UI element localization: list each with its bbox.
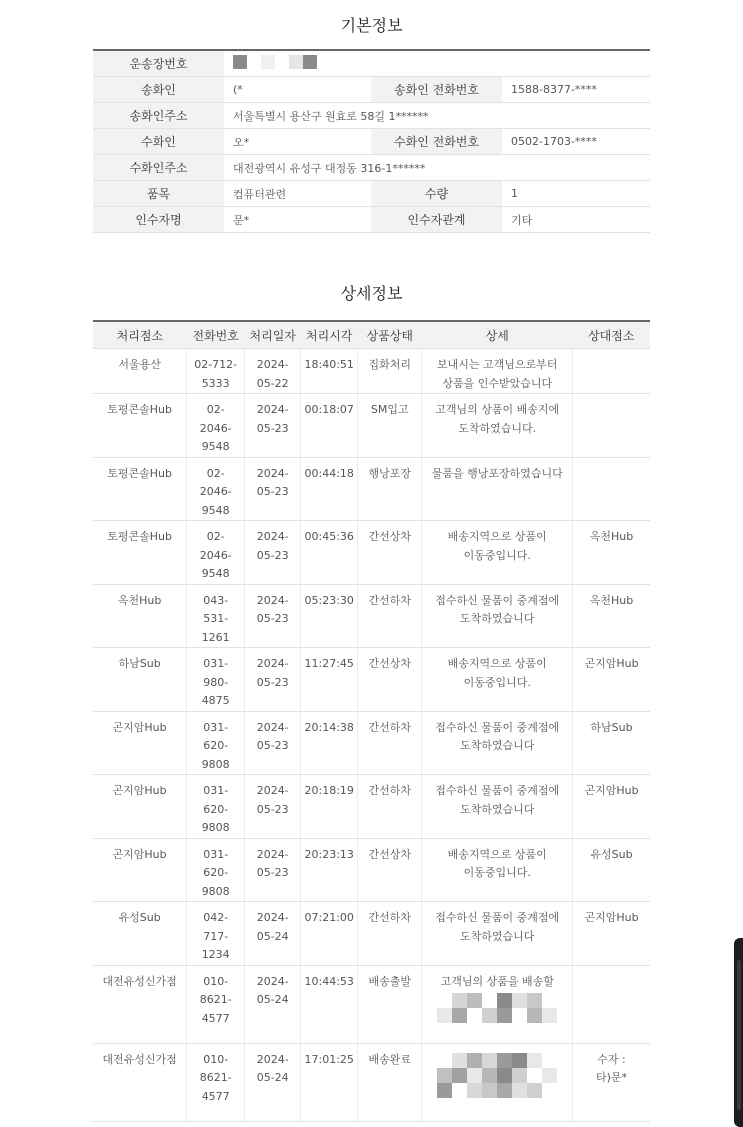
tracking-number-redacted bbox=[224, 50, 650, 77]
tracking-detail-table bbox=[93, 320, 650, 1122]
phone-cell: 031- 620- 9808 bbox=[187, 711, 245, 775]
phone-cell: 031- 980- 4875 bbox=[187, 648, 245, 712]
counter-branch-cell: 옥천Hub bbox=[573, 584, 650, 648]
status-cell: SM입고 bbox=[358, 394, 422, 458]
basic-info-row bbox=[93, 50, 650, 77]
phone-cell: 031- 620- 9808 bbox=[187, 775, 245, 839]
basic-info-table bbox=[93, 49, 650, 233]
basic-info-title: 기본정보 bbox=[340, 16, 403, 35]
time-cell: 18:40:51 bbox=[301, 349, 358, 394]
redacted-block bbox=[437, 993, 557, 1023]
field-label: 수량 bbox=[371, 181, 502, 207]
redacted-block bbox=[437, 1053, 557, 1098]
field-label: 송화인 전화번호 bbox=[371, 77, 502, 103]
status-cell: 행낭포장 bbox=[358, 457, 422, 521]
field-label: 인수자관계 bbox=[371, 207, 502, 233]
column-header: 처리시각 bbox=[301, 321, 358, 349]
counter-branch-cell: 곤지암Hub bbox=[573, 775, 650, 839]
column-header: 전화번호 bbox=[187, 321, 245, 349]
detail-cell: 물품을 행낭포장하였습니다 bbox=[422, 457, 573, 521]
branch-cell: 곤지암Hub bbox=[93, 838, 187, 902]
field-value: 1 bbox=[502, 181, 650, 207]
counter-branch-cell: 수자 : 타)문* bbox=[573, 1043, 650, 1121]
date-cell: 2024- 05-24 bbox=[245, 902, 301, 966]
detail-cell: 접수하신 물품이 중계점에 도착하였습니다 bbox=[422, 711, 573, 775]
field-value: 대전광역시 유성구 대정동 316-1****** bbox=[224, 155, 650, 181]
field-value: 기타 bbox=[502, 207, 650, 233]
field-value: 컴퓨터관련 bbox=[224, 181, 371, 207]
phone-cell: 043- 531- 1261 bbox=[187, 584, 245, 648]
status-cell: 간선하차 bbox=[358, 711, 422, 775]
field-value: 오* bbox=[224, 129, 371, 155]
phone-cell: 042- 717- 1234 bbox=[187, 902, 245, 966]
field-value: (* bbox=[224, 77, 371, 103]
detail-text: 고객님의 상품을 배송할 bbox=[440, 974, 554, 988]
field-label: 수화인주소 bbox=[93, 155, 224, 181]
branch-cell: 서울용산 bbox=[93, 349, 187, 394]
field-label: 품목 bbox=[93, 181, 224, 207]
counter-branch-cell: 유성Sub bbox=[573, 838, 650, 902]
branch-cell: 토평콘솔Hub bbox=[93, 521, 187, 585]
status-cell: 배송출발 bbox=[358, 965, 422, 1043]
status-cell: 간선하차 bbox=[358, 584, 422, 648]
table-row bbox=[93, 711, 650, 775]
table-header-row bbox=[93, 321, 650, 349]
table-row bbox=[93, 838, 650, 902]
branch-cell: 곤지암Hub bbox=[93, 711, 187, 775]
date-cell: 2024- 05-23 bbox=[245, 648, 301, 712]
detail-cell: 접수하신 물품이 중계점에 도착하였습니다 bbox=[422, 584, 573, 648]
column-header: 상대점소 bbox=[573, 321, 650, 349]
field-value: 서울특별시 용산구 원효로 58길 1****** bbox=[224, 103, 650, 129]
table-row bbox=[93, 457, 650, 521]
branch-cell: 대전유성신가점 bbox=[93, 1043, 187, 1121]
phone-cell: 031- 620- 9808 bbox=[187, 838, 245, 902]
time-cell: 20:18:19 bbox=[301, 775, 358, 839]
time-cell: 00:44:18 bbox=[301, 457, 358, 521]
date-cell: 2024- 05-23 bbox=[245, 711, 301, 775]
time-cell: 10:44:53 bbox=[301, 965, 358, 1043]
phone-cell: 010- 8621- 4577 bbox=[187, 1043, 245, 1121]
detail-cell: 접수하신 물품이 중계점에 도착하였습니다 bbox=[422, 902, 573, 966]
table-row bbox=[93, 394, 650, 458]
date-cell: 2024- 05-24 bbox=[245, 1043, 301, 1121]
column-header: 상세 bbox=[422, 321, 573, 349]
field-label: 수화인 bbox=[93, 129, 224, 155]
branch-cell: 하남Sub bbox=[93, 648, 187, 712]
counter-branch-cell bbox=[573, 965, 650, 1043]
date-cell: 2024- 05-23 bbox=[245, 775, 301, 839]
basic-info-row bbox=[93, 155, 650, 181]
detail-cell bbox=[422, 965, 573, 1043]
column-header: 상품상태 bbox=[358, 321, 422, 349]
counter-branch-cell bbox=[573, 394, 650, 458]
date-cell: 2024- 05-23 bbox=[245, 838, 301, 902]
counter-branch-cell: 곤지암Hub bbox=[573, 902, 650, 966]
phone-cell: 010- 8621- 4577 bbox=[187, 965, 245, 1043]
status-cell: 간선하차 bbox=[358, 775, 422, 839]
column-header: 처리일자 bbox=[245, 321, 301, 349]
counter-branch-cell: 하남Sub bbox=[573, 711, 650, 775]
detail-cell bbox=[422, 1043, 573, 1121]
field-value: 문* bbox=[224, 207, 371, 233]
detail-cell: 배송지역으로 상품이 이동중입니다. bbox=[422, 648, 573, 712]
counter-branch-cell: 곤지암Hub bbox=[573, 648, 650, 712]
field-label: 송화인주소 bbox=[93, 103, 224, 129]
basic-info-row bbox=[93, 181, 650, 207]
table-row bbox=[93, 902, 650, 966]
date-cell: 2024- 05-23 bbox=[245, 584, 301, 648]
branch-cell: 유성Sub bbox=[93, 902, 187, 966]
basic-info-row bbox=[93, 77, 650, 103]
time-cell: 00:45:36 bbox=[301, 521, 358, 585]
status-cell: 간선하차 bbox=[358, 902, 422, 966]
branch-cell: 대전유성신가점 bbox=[93, 965, 187, 1043]
table-row bbox=[93, 648, 650, 712]
status-cell: 간선상차 bbox=[358, 648, 422, 712]
status-cell: 간선상차 bbox=[358, 521, 422, 585]
status-cell: 간선상차 bbox=[358, 838, 422, 902]
field-value: 1588-8377-**** bbox=[502, 77, 650, 103]
branch-cell: 곤지암Hub bbox=[93, 775, 187, 839]
counter-branch-cell bbox=[573, 457, 650, 521]
date-cell: 2024- 05-24 bbox=[245, 965, 301, 1043]
detail-cell: 접수하신 물품이 중계점에 도착하였습니다 bbox=[422, 775, 573, 839]
time-cell: 20:14:38 bbox=[301, 711, 358, 775]
detail-cell: 배송지역으로 상품이 이동중입니다. bbox=[422, 521, 573, 585]
table-row bbox=[93, 775, 650, 839]
date-cell: 2024- 05-23 bbox=[245, 394, 301, 458]
counter-branch-cell: 옥천Hub bbox=[573, 521, 650, 585]
branch-cell: 토평콘솔Hub bbox=[93, 457, 187, 521]
branch-cell: 옥천Hub bbox=[93, 584, 187, 648]
phone-cell: 02- 2046- 9548 bbox=[187, 521, 245, 585]
basic-info-row bbox=[93, 129, 650, 155]
time-cell: 11:27:45 bbox=[301, 648, 358, 712]
time-cell: 20:23:13 bbox=[301, 838, 358, 902]
detail-cell: 보내시는 고객님으로부터 상품을 인수받았습니다 bbox=[422, 349, 573, 394]
detail-cell: 고객님의 상품이 배송지에 도착하였습니다. bbox=[422, 394, 573, 458]
branch-cell: 토평콘솔Hub bbox=[93, 394, 187, 458]
detail-info-title: 상세정보 bbox=[340, 284, 403, 303]
table-row bbox=[93, 584, 650, 648]
table-row bbox=[93, 521, 650, 585]
field-label: 인수자명 bbox=[93, 207, 224, 233]
status-cell: 집화처리 bbox=[358, 349, 422, 394]
column-header: 처리점소 bbox=[93, 321, 187, 349]
table-row bbox=[93, 1043, 650, 1121]
field-label: 수화인 전화번호 bbox=[371, 129, 502, 155]
detail-cell: 배송지역으로 상품이 이동중입니다. bbox=[422, 838, 573, 902]
basic-info-row bbox=[93, 207, 650, 233]
time-cell: 17:01:25 bbox=[301, 1043, 358, 1121]
counter-branch-cell bbox=[573, 349, 650, 394]
device-edge-highlight bbox=[737, 960, 741, 1110]
date-cell: 2024- 05-22 bbox=[245, 349, 301, 394]
date-cell: 2024- 05-23 bbox=[245, 457, 301, 521]
date-cell: 2024- 05-23 bbox=[245, 521, 301, 585]
phone-cell: 02- 2046- 9548 bbox=[187, 394, 245, 458]
phone-cell: 02-712- 5333 bbox=[187, 349, 245, 394]
basic-info-row bbox=[93, 103, 650, 129]
time-cell: 05:23:30 bbox=[301, 584, 358, 648]
table-row bbox=[93, 349, 650, 394]
time-cell: 00:18:07 bbox=[301, 394, 358, 458]
phone-cell: 02- 2046- 9548 bbox=[187, 457, 245, 521]
field-label: 운송장번호 bbox=[93, 50, 224, 77]
table-row bbox=[93, 965, 650, 1043]
redacted-block bbox=[233, 55, 317, 72]
field-label: 송화인 bbox=[93, 77, 224, 103]
time-cell: 07:21:00 bbox=[301, 902, 358, 966]
field-value: 0502-1703-**** bbox=[502, 129, 650, 155]
status-cell: 배송완료 bbox=[358, 1043, 422, 1121]
